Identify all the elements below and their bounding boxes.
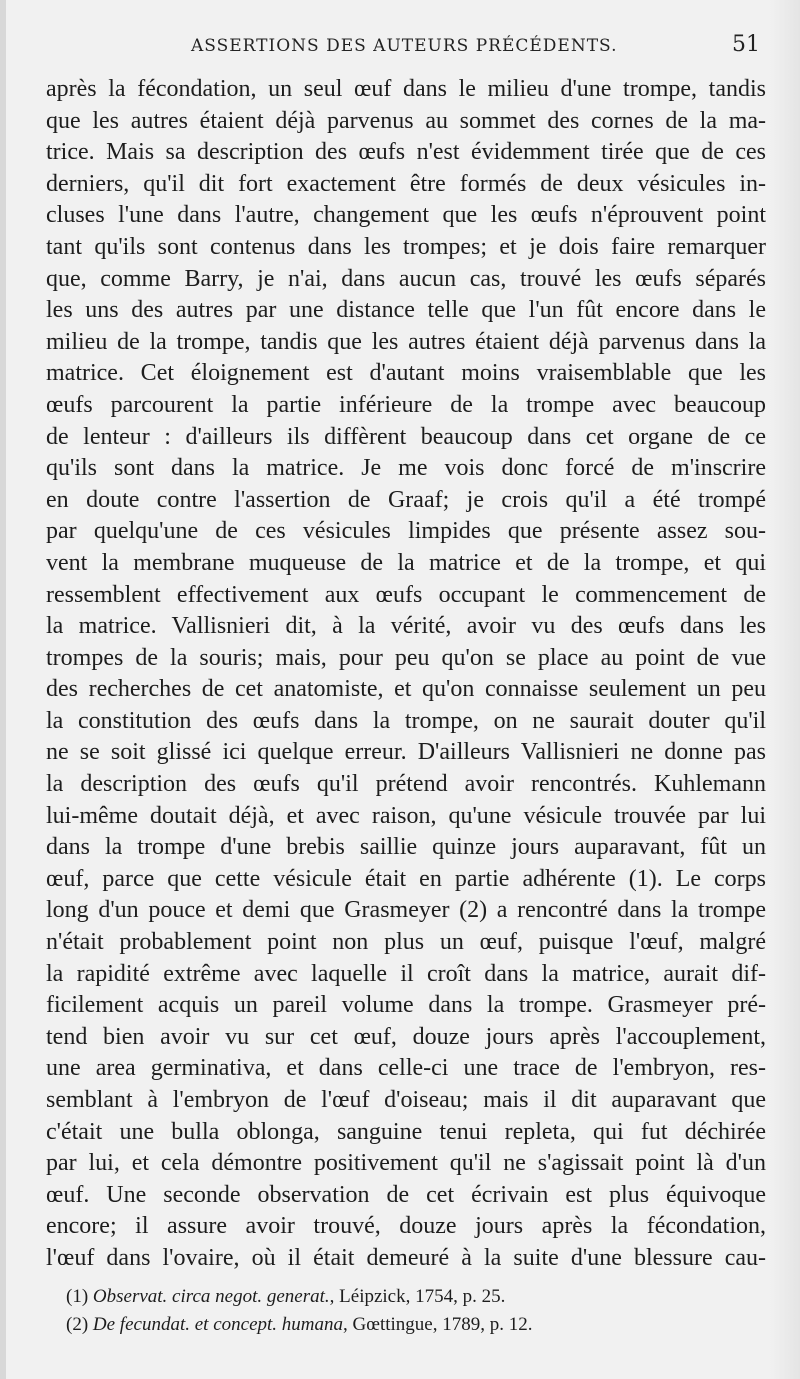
text-line: ficilement acquis un pareil volume dans la trompe. Grasmeyer pré-	[46, 992, 766, 1019]
text-line: des recherches de cet anatomiste, et qu'on connaisse seulement un peu	[46, 676, 766, 703]
footnote-marker: (1)	[66, 1286, 89, 1307]
text-line: trice. Mais sa description des œufs n'est évidemment tirée que de ces	[46, 139, 766, 166]
text-line: après la fécondation, un seul œuf dans le milieu d'une trompe, tandis	[46, 76, 766, 102]
footnote	[66, 1311, 666, 1339]
text-line: matrice. Cet éloignement est d'autant moins vraisemblable que les	[46, 360, 766, 387]
text-line: la rapidité extrême avec laquelle il croît dans la matrice, aurait dif-	[46, 960, 766, 987]
footnote	[66, 1283, 666, 1311]
text-line: semblant à l'embryon de l'œuf d'oiseau; mais il dit auparavant que	[46, 1087, 766, 1113]
footnote-marker: (2)	[66, 1314, 89, 1335]
text-line: derniers, qu'il dit fort exactement être formés de deux vésicules in-	[46, 170, 766, 197]
scan-edge-shadow	[770, 0, 800, 1379]
text-line: milieu de la trompe, tandis que les autres étaient déjà parvenus dans la	[46, 328, 766, 355]
page-header	[46, 32, 760, 64]
text-line: n'était probablement point non plus un œuf, puisque l'œuf, malgré	[46, 929, 766, 956]
text-line: œufs parcourent la partie inférieure de la trompe avec beaucoup	[46, 391, 766, 418]
text-line: c'était une bulla oblonga, sanguine tenui repleta, qui fut déchirée	[46, 1118, 766, 1145]
text-line: vent la membrane muqueuse de la matrice et de la trompe, et qui	[46, 549, 766, 576]
text-line: en doute contre l'assertion de Graaf; je crois qu'il a été trompé	[46, 486, 766, 513]
footnote-work-title: Observat. circa negot. generat.	[92, 1286, 330, 1307]
text-line: tant qu'ils sont contenus dans les trompes; et je dois faire remarquer	[46, 233, 766, 260]
text-line: œuf, parce que cette vésicule était en partie adhérente (1). Le corps	[46, 865, 766, 892]
text-line: encore; il assure avoir trouvé, douze jours après la fécondation,	[46, 1213, 766, 1240]
text-line: qu'ils sont dans la matrice. Je me vois donc forcé de m'inscrire	[46, 455, 766, 482]
text-line: que les autres étaient déjà parvenus au sommet des cornes de la ma-	[46, 107, 766, 134]
running-title: ASSERTIONS DES AUTEURS PRÉCÉDENTS.	[191, 36, 618, 56]
footnote-reference: , Gœttingue, 1789, p. 12.	[343, 1314, 533, 1335]
text-line: la constitution des œufs dans la trompe, on ne saurait douter qu'il	[46, 707, 766, 734]
text-line: l'œuf dans l'ovaire, où il était demeuré à la suite d'une blessure cau-	[46, 1244, 766, 1271]
text-line: par lui, et cela démontre positivement qu'il ne s'agissait point là d'un	[46, 1150, 766, 1177]
text-line: long d'un pouce et demi que Grasmeyer (2) a rencontré dans la trompe	[46, 897, 766, 924]
text-line: trompes de la souris; mais, pour peu qu'on se place au point de vue	[46, 644, 766, 671]
text-line: la matrice. Vallisnieri dit, à la vérité, avoir vu des œufs dans les	[46, 613, 766, 640]
text-line: cluses l'une dans l'autre, changement que les œufs n'éprouvent point	[46, 202, 766, 229]
text-line: la description des œufs qu'il prétend avoir rencontrés. Kuhlemann	[46, 771, 766, 798]
text-line: que, comme Barry, je n'ai, dans aucun cas, trouvé les œufs séparés	[46, 265, 766, 292]
body-text	[46, 74, 766, 1275]
text-line: tend bien avoir vu sur cet œuf, douze jours après l'accouplement,	[46, 1023, 766, 1050]
footnotes	[66, 1283, 666, 1339]
text-line: œuf. Une seconde observation de cet écrivain est plus équivoque	[46, 1181, 766, 1208]
page-number: 51	[732, 32, 760, 57]
footnote-work-title: De fecundat. et concept. humana	[92, 1314, 343, 1335]
footnote-reference: , Léipzick, 1754, p. 25.	[329, 1286, 506, 1307]
text-line: dans la trompe d'une brebis saillie quinze jours auparavant, fût un	[46, 834, 766, 861]
text-line: les uns des autres par une distance telle que l'un fût encore dans le	[46, 297, 766, 324]
text-line: lui-même doutait déjà, et avec raison, qu'une vésicule trouvée par lui	[46, 802, 766, 829]
text-line: une area germinativa, et dans celle-ci une trace de l'embryon, res-	[46, 1055, 766, 1082]
text-line: de lenteur : d'ailleurs ils diffèrent beaucoup dans cet organe de ce	[46, 423, 766, 450]
text-line: ne se soit glissé ici quelque erreur. D'ailleurs Vallisnieri ne donne pas	[46, 739, 766, 766]
text-line: ressemblent effectivement aux œufs occupant le commencement de	[46, 581, 766, 608]
text-line: par quelqu'une de ces vésicules limpides que présente assez sou-	[46, 518, 766, 545]
